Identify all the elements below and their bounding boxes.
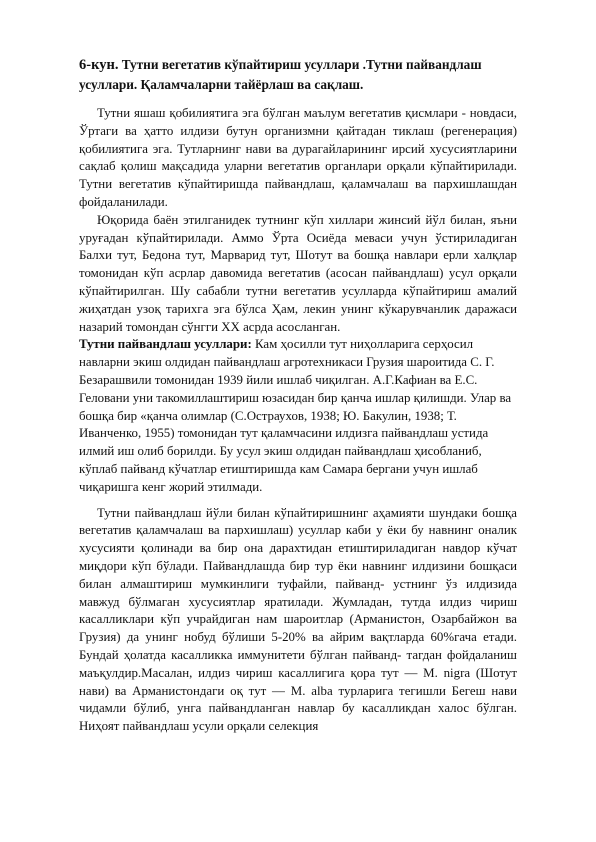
paragraph-3	[79, 336, 517, 496]
paragraph-3-text: Кам ҳосилли тут ниҳолларига серҳосил навларни экиш олдидан пайвандлаш агротехникаси Грузия шароитида С. Г. Безарашвили томонидан 1939 йили ишлаб чиқилган. А.Г.Кафиан ва Е.С. Геловани уни такомиллаштириш юзасидан бир қанча ишлар қилишди. Улар ва бошқа бир «қанча олимлар (С.Остраухов, 1938; Ю. Бакулин, 1938; Т. Иванченко, 1955) томонидан тут қаламчасини илдизга пайвандлаш устида илмий иш олиб борилди. Бу усул экиш олдидан пайвандлаш ҳисобланиб, кўплаб пайванд кўчатлар етиштиришда кам Самара бергани учун ишлаб чиқаришга кенг жорий этилмади.	[79, 337, 512, 494]
paragraph-1: Тутни яшаш қобилиятига эга бўлган маълум вегетатив қисмлари - новдаси, Ўртаги ва ҳатто илдизи бутун организмни қайтадан тиклаш (регенерация) қобилиятига эга. Тутларнинг нави ва дурагайларининг ирсий хусусиятларини сақлаб қолиш мақсадида уларни вегетатив органлари орқали кўпайтирилади. Тутни вегетатив кўпайтиришда пайвандлаш, қаламчалаш ва пархишлашдан фойдаланилади.	[79, 106, 517, 209]
day-label: 6-кун.	[79, 57, 119, 73]
paragraph-2: Юқорида баён этилганидек тутнинг кўп хиллари жинсий йўл билан, яъни уруғадан кўпайтирилади. Аммо Ўрта Осиёда меваси учун ўстириладиган Балхи тут, Бедона тут, Марварид тут, Шотут ва бошқа навлари ерли халқлар томонидан кўп асрлар давомида вегетатив (асосан пайвандлаш) усул орқали кўпайтирилган. Шу сабабли тутни вегетатив усулларда кўпайтириш амалий жиҳатдан узоқ тарихга эга бўлса Ҳам, лекин унинг кўкарувчанлик даражаси назарий томондан сўнгги XX асрда асосланган.	[79, 212, 517, 334]
title-text: Тутни вегетатив кўпайтириш усуллари .Тутни пайвандлаш усуллари. Қаламчаларни тайёрлаш ва сақлаш.	[79, 57, 482, 92]
document-page	[79, 55, 517, 736]
section-heading: Тутни пайвандлаш усуллари:	[79, 337, 252, 352]
page-title	[79, 55, 517, 95]
paragraph-4: Тутни пайвандлаш йўли билан кўпайтиришнинг аҳамияти шундаки бошқа вегетатив қаламчалаш ва пархишлаш) усуллар каби у ёки бу навнинг оналик хусусияти қолинади ва бир она дарахтидан етиштириладиган навдор кўчат миқдори кўп бўлади. Пайвандлашда бир тур ёки навнинг илдизини бошқаси билан алмаштириш мумкинлиги туфайли, пайванд- устнинг ўз илдизида мавжуд бўлмаган хусусиятлар яратилади. Жумладан, тутда илдиз чириш касалликлари кўп учрайдиган нам шароитлар (Арманистон, Озарбайжон ва Грузия) да унинг нобуд бўлиши 5-20% ва айрим вақтларда 60%гача етади. Бундай ҳолатда касалликка иммунитети бўлган пайванд- тагдан фойдаланиш маъқулдир.Масалан, илдиз чириш касаллигига қора тут — M. nigra (Шотут нави) ва Арманистондаги оқ тут — M. alba турларига тегишли Бегеш нави чидамли бўлиб, унга пайвандланган навлар бу касалликдан халос бўлган. Ниҳоят пайвандлаш усули орқали селекция	[79, 505, 517, 734]
